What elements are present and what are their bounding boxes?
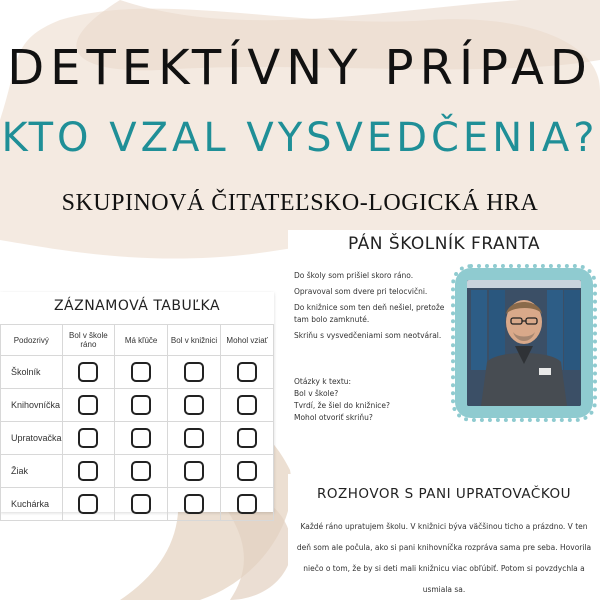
checkbox[interactable] xyxy=(78,461,98,481)
column-header: Má kľúče xyxy=(115,325,168,356)
statement: Do knižnice som ten deň nešiel, pretože tam bolo zamknuté. xyxy=(294,303,445,324)
checkbox[interactable] xyxy=(78,362,98,382)
checkbox[interactable] xyxy=(78,395,98,415)
checkbox[interactable] xyxy=(131,428,151,448)
table-row xyxy=(1,422,274,455)
checkbox[interactable] xyxy=(237,395,257,415)
checkbox[interactable] xyxy=(237,461,257,481)
checkbox[interactable] xyxy=(131,494,151,514)
table-row xyxy=(1,356,274,389)
checkbox[interactable] xyxy=(237,494,257,514)
column-header: Podozrivý xyxy=(1,325,63,356)
statement: Do školy som prišiel skoro ráno. xyxy=(294,271,414,280)
checkbox[interactable] xyxy=(131,461,151,481)
checkbox[interactable] xyxy=(184,395,204,415)
janitor-questions xyxy=(294,376,454,424)
column-header: Mohol vziať xyxy=(221,325,274,356)
checkbox[interactable] xyxy=(184,428,204,448)
question: Mohol otvoriť skriňu? xyxy=(294,413,373,422)
interview-text: Každé ráno upratujem školu. V knižnici býva väčšinou ticho a prázdno. V ten deň som ale počula, ako si pani knihovníčka rozpráva sama pre seba. Hovorila niečo o tom, že by si deti mali knižnicu viac obľúbiť. Potom si povzdychla a usmiala sa. xyxy=(296,522,592,594)
janitor-card xyxy=(288,230,600,440)
janitor-title: PÁN ŠKOLNÍK FRANTA xyxy=(348,234,540,254)
checkbox[interactable] xyxy=(184,362,204,382)
interview-title: ROZHOVOR S PANI UPRATOVAČKOU xyxy=(317,486,571,502)
checkbox[interactable] xyxy=(131,395,151,415)
suspect-name: Upratovačka xyxy=(1,422,63,455)
janitor-statements xyxy=(294,270,454,346)
page-tagline: SKUPINOVÁ ČITATEĽSKO-LOGICKÁ HRA xyxy=(61,190,539,216)
table-row xyxy=(1,455,274,488)
record-table-card xyxy=(0,292,274,512)
table-row xyxy=(1,389,274,422)
table-header-row xyxy=(1,325,274,356)
janitor-portrait xyxy=(467,280,581,406)
question: Bol v škole? xyxy=(294,389,339,398)
checkbox[interactable] xyxy=(237,362,257,382)
checkbox[interactable] xyxy=(184,461,204,481)
statement: Skriňu s vysvedčeniami som neotváral. xyxy=(294,331,442,340)
questions-label: Otázky k textu: xyxy=(294,377,352,386)
record-table-title: ZÁZNAMOVÁ TABUĽKA xyxy=(53,298,221,314)
portrait-frame xyxy=(455,268,593,418)
page-title: DETEKTÍVNY PRÍPAD xyxy=(7,40,593,96)
suspect-name: Knihovníčka xyxy=(1,389,63,422)
checkbox[interactable] xyxy=(78,494,98,514)
suspect-name: Školník xyxy=(1,356,63,389)
question: Tvrdí, že šiel do knižnice? xyxy=(294,401,390,410)
page-subtitle: KTO VZAL VYSVEDČENIA? xyxy=(1,115,599,161)
suspect-name: Žiak xyxy=(1,455,63,488)
column-header: Bol v knižnici xyxy=(167,325,220,356)
interview-card xyxy=(288,474,600,600)
checkbox[interactable] xyxy=(237,428,257,448)
suspect-name: Kuchárka xyxy=(1,488,63,521)
statement: Opravoval som dvere pri telocvični. xyxy=(294,287,428,296)
table-row xyxy=(1,488,274,521)
record-table xyxy=(0,324,274,521)
checkbox[interactable] xyxy=(131,362,151,382)
checkbox[interactable] xyxy=(78,428,98,448)
checkbox[interactable] xyxy=(184,494,204,514)
column-header: Bol v škole ráno xyxy=(62,325,115,356)
